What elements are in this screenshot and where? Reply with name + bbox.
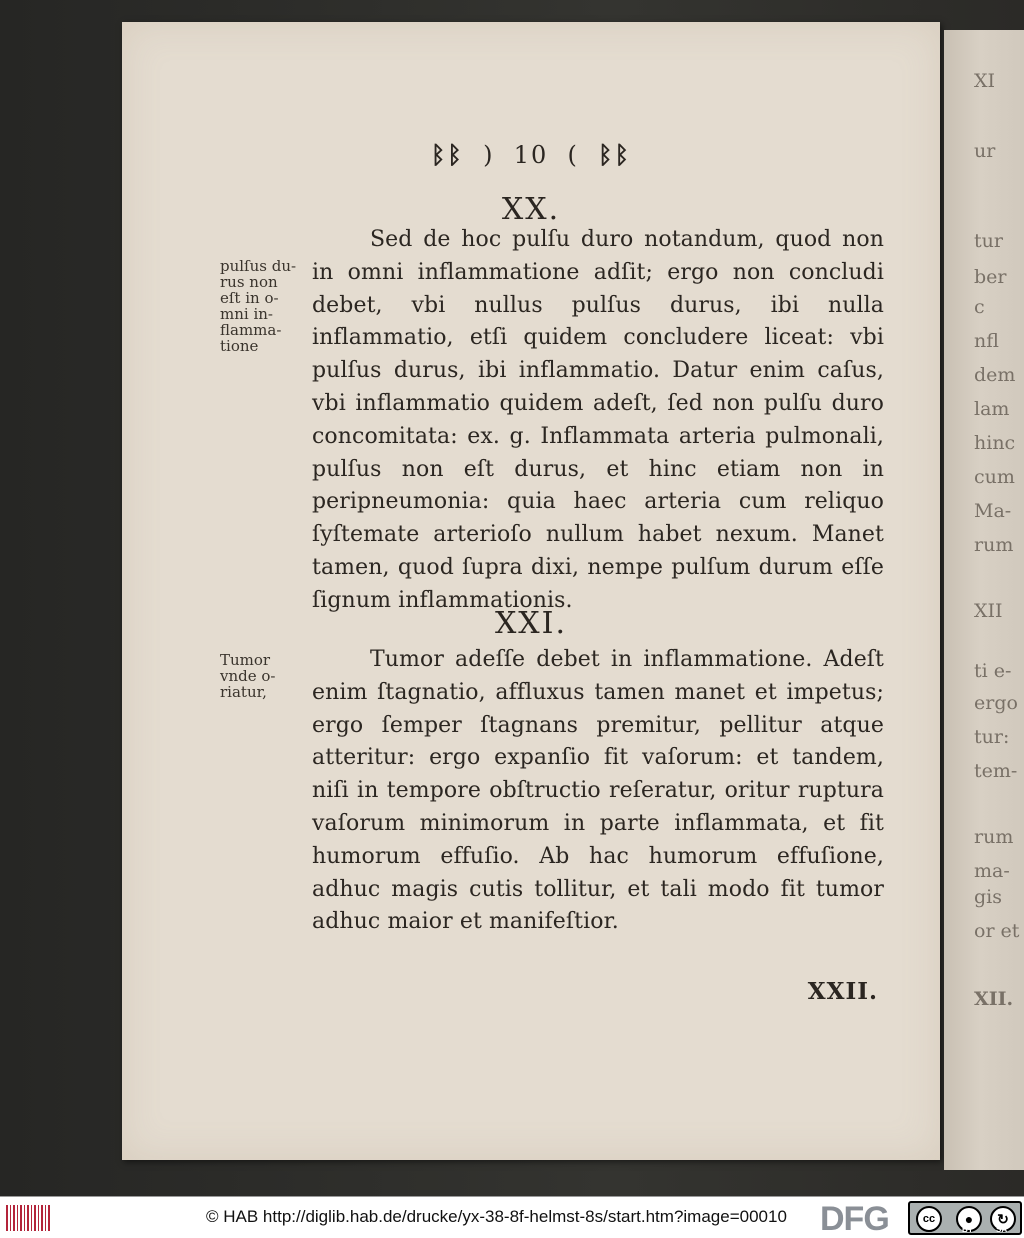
next-page-fragment: Ma- bbox=[974, 500, 1012, 522]
next-page-fragment: gis bbox=[974, 886, 1002, 908]
next-page-fragment: ma- bbox=[974, 860, 1010, 882]
head-ornament-right: ᛒᛒ bbox=[598, 140, 631, 169]
body-text-xxi bbox=[312, 644, 884, 939]
section-heading-xxi: XXI. bbox=[494, 606, 568, 641]
sidenote-line: tione bbox=[220, 337, 259, 355]
sidenote-line: pulſus du- bbox=[220, 257, 297, 275]
next-page-fragment: ber bbox=[974, 266, 1007, 288]
body-text-xx bbox=[312, 224, 884, 618]
next-page-fragment: hinc bbox=[974, 432, 1016, 454]
next-page-fragment: c bbox=[974, 296, 985, 318]
head-bracket-right: ( bbox=[567, 141, 579, 169]
section-heading-xx: XX. bbox=[501, 192, 561, 227]
book-page bbox=[122, 22, 940, 1160]
next-page-fragment: nfl bbox=[974, 330, 999, 352]
copyright-link[interactable]: © HAB http://diglib.hab.de/drucke/yx-38-8f-helmst-8s/start.htm?image=00010 bbox=[206, 1207, 787, 1226]
head-bracket-left: ) bbox=[483, 141, 495, 169]
sidenote-line: vnde o- bbox=[220, 667, 276, 685]
next-page-fragment: XII. bbox=[974, 988, 1014, 1010]
sidenote-line: riatur, bbox=[220, 683, 267, 701]
next-page-fragment: tem- bbox=[974, 760, 1018, 782]
sidenote-line: rus non bbox=[220, 273, 278, 291]
next-page-fragment: XI bbox=[974, 70, 996, 92]
next-page-fragment: tur: bbox=[974, 726, 1010, 748]
barcode-logo-icon bbox=[6, 1205, 50, 1231]
footer-bar bbox=[0, 1196, 1024, 1238]
sidenote-line: eſt in o- bbox=[220, 289, 279, 307]
by-person-icon: ● bbox=[956, 1206, 982, 1232]
next-page-fragment: dem bbox=[974, 364, 1016, 386]
head-ornament-left: ᛒᛒ bbox=[431, 140, 464, 169]
cc-license-badge[interactable] bbox=[908, 1201, 1022, 1235]
cc-icon: cc bbox=[916, 1206, 942, 1232]
sidenote-line: Tumor bbox=[220, 651, 271, 669]
running-head bbox=[122, 140, 940, 169]
sa-label: SA bbox=[996, 1225, 1008, 1234]
next-page-fragment: or et bbox=[974, 920, 1020, 942]
sidenote-line: flamma- bbox=[220, 321, 282, 339]
sidenote-xx bbox=[220, 258, 300, 354]
next-page-fragment: tur bbox=[974, 230, 1003, 252]
next-page-fragment: ur bbox=[974, 140, 996, 162]
catchword: XXII. bbox=[807, 978, 878, 1005]
share-alike-icon: ↻ bbox=[990, 1206, 1016, 1232]
page-number: 10 bbox=[513, 141, 549, 169]
paragraph-xxi: Tumor adeſſe debet in inflammatione. Adeſt enim ſtagnatio, affluxus tamen manet et impetus; ergo ſemper ſtagnans premitur, pellitur atque atteritur: ergo expanſio fit vaſorum: et tandem, niſi in tempore obſtructio reſeratur, oritur ruptura vaſorum minimorum in parte inflammata, et fit humorum effuſio. Ab hac humorum effuſione, adhuc magis cutis tollitur, et tali modo fit tumor adhuc maior et manifeſtior. bbox=[312, 647, 884, 935]
next-page-edge bbox=[944, 30, 1024, 1170]
next-page-fragment: ergo bbox=[974, 692, 1018, 714]
next-page-fragment: rum bbox=[974, 826, 1014, 848]
next-page-fragment: lam bbox=[974, 398, 1010, 420]
next-page-fragment: cum bbox=[974, 466, 1015, 488]
next-page-fragment: ti e- bbox=[974, 660, 1012, 682]
next-page-fragment: rum bbox=[974, 534, 1014, 556]
sidenote-xxi bbox=[220, 652, 300, 700]
by-label: BY bbox=[962, 1225, 974, 1234]
sidenote-line: mni in- bbox=[220, 305, 273, 323]
next-page-fragment: XII bbox=[974, 600, 1003, 622]
dfg-logo: DFG bbox=[820, 1200, 889, 1238]
paragraph-xx: Sed de hoc pulſu duro notandum, quod non in omni inflammatione adſit; ergo non concludi debet, vbi nullus pulſus durus, ibi nulla inflammatio, etſi quidem concludere liceat: vbi pulſus durus, ibi inflammatio. Datur enim caſus, vbi inflammatio quidem adeſt, ſed non pulſu duro concomitata: ex. g. Inflammata arteria pulmonali, pulſus non eſt durus, et hinc etiam non in peripneumonia: quia haec arteria cum reliquo ſyſtemate arterioſo nullum habet nexum. Manet tamen, quod ſupra dixi, nempe pulſum durum eſſe ſignum inflammationis. bbox=[312, 227, 884, 613]
